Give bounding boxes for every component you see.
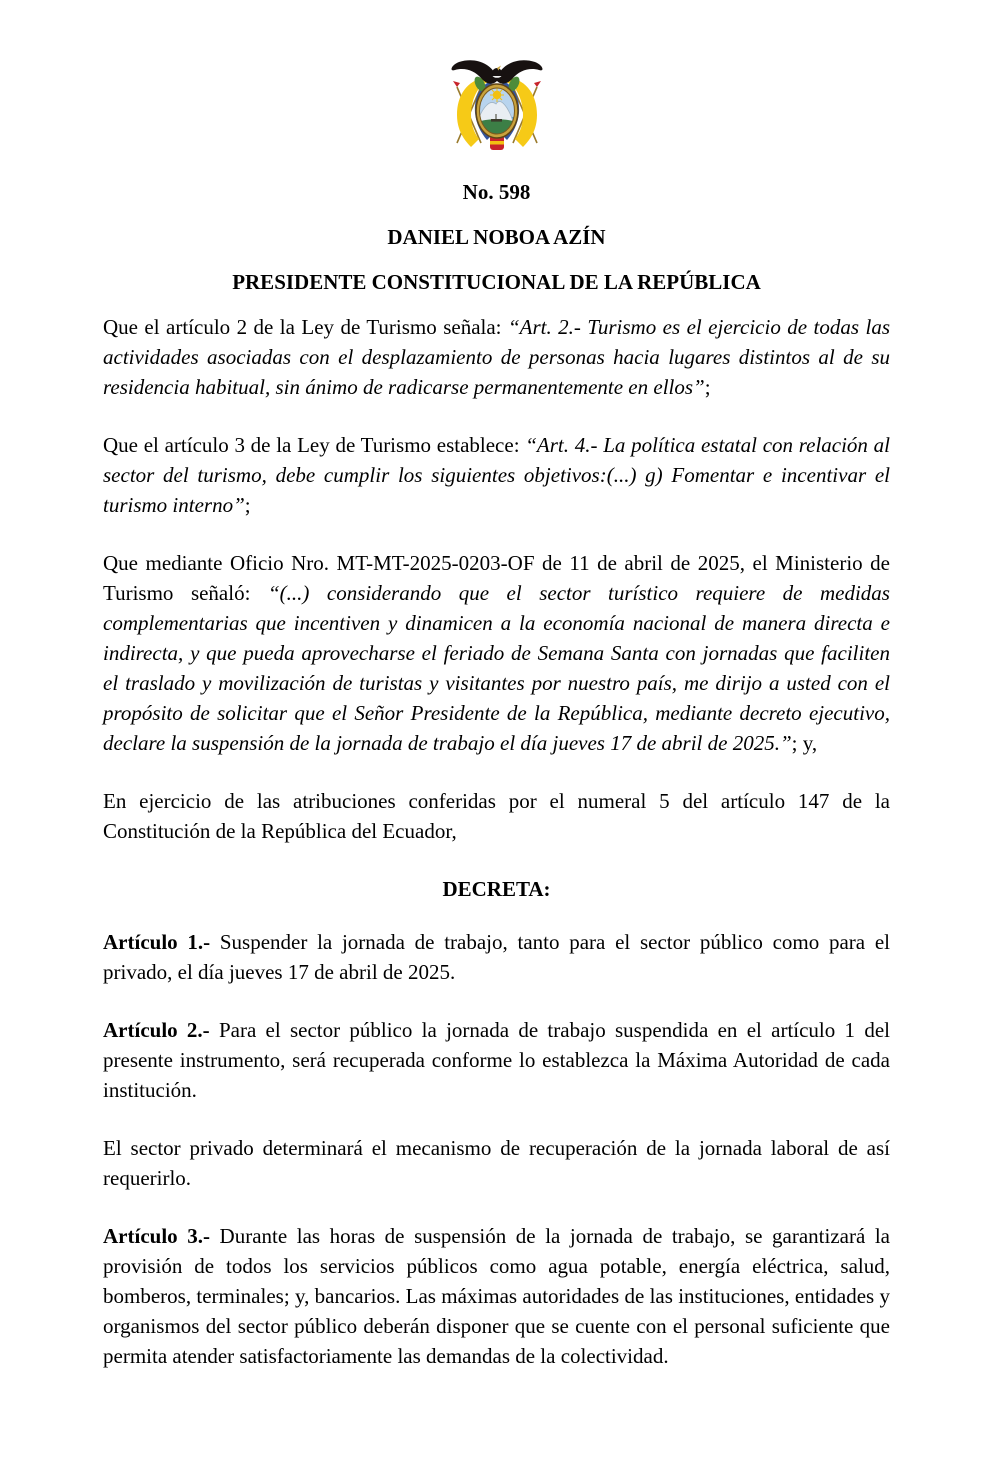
article-3-label: Artículo 3.- (103, 1224, 210, 1248)
article-3-paragraph (103, 1221, 890, 1371)
decree-number: No. 598 (462, 180, 531, 204)
ecuador-coat-of-arms-icon (445, 57, 549, 153)
considerando-2-lead: Que el artículo 3 de la Ley de Turismo establece: (103, 433, 526, 457)
considerando-1-tail: ; (704, 375, 711, 399)
article-2-paragraph (103, 1015, 890, 1105)
empowerment-clause: En ejercicio de las atribuciones conferidas por el numeral 5 del artículo 147 de la Constitución de la República del Ecuador, (103, 789, 890, 843)
article-2-continuation-paragraph (103, 1133, 890, 1193)
decreta-heading: DECRETA: (442, 877, 551, 901)
considerando-3-quote: “(...) considerando que el sector turístico requiere de medidas complementarias que incentiven y dinamicen a la economía nacional de manera directa e indirecta, y que pueda aprovecharse el feriado de Semana Santa con jornadas que faciliten el traslado y movilización de turistas y visitantes por nuestro país, me dirijo a usted con el propósito de solicitar que el Señor Presidente de la República, mediante decreto ejecutivo, declare la suspensión de la jornada de trabajo el día jueves 17 de abril de 2025.” (103, 581, 890, 755)
considerando-3-lead: Que mediante Oficio Nro. MT-MT-2025-0203-OF de 11 de abril de 2025, el Ministerio de Turismo señaló: (103, 551, 890, 605)
president-title: PRESIDENTE CONSTITUCIONAL DE LA REPÚBLICA (232, 270, 761, 294)
article-1-label: Artículo 1.- (103, 930, 211, 954)
article-1-paragraph (103, 927, 890, 987)
considerando-1-lead: Que el artículo 2 de la Ley de Turismo señala: (103, 315, 508, 339)
steamship (491, 119, 502, 122)
considerando-3-tail: ; y, (791, 731, 818, 755)
considerando-paragraph-2 (103, 430, 890, 520)
article-2-continuation-text: El sector privado determinará el mecanismo de recuperación de la jornada laboral de así requerirlo. (103, 1136, 890, 1190)
president-name: DANIEL NOBOA AZÍN (387, 225, 606, 249)
considerando-2-tail: ; (244, 493, 251, 517)
article-1-text: Suspender la jornada de trabajo, tanto para el sector público como para el privado, el día jueves 17 de abril de 2025. (103, 930, 890, 984)
article-3-text: Durante las horas de suspensión de la jornada de trabajo, se garantizará la provisión de todos los servicios públicos como agua potable, energía eléctrica, salud, bomberos, terminales; y, bancarios. Las máximas autoridades de las instituciones, entidades y organismos del sector público deberán disponer que se cuente con el personal suficiente que permita atender satisfactoriamente las demandas de la colectividad. (103, 1224, 890, 1368)
article-2-label: Artículo 2.- (103, 1018, 210, 1042)
considerando-paragraph-1 (103, 312, 890, 402)
considerando-1-quote: “Art. 2.- Turismo es el ejercicio de todas las actividades asociadas con el desplazamiento de personas hacia lugares distintos al de su residencia habitual, sin ánimo de radicarse permanentemente en ellos” (103, 315, 890, 399)
condor (451, 60, 542, 83)
considerando-paragraph-3 (103, 548, 890, 758)
article-2-text: Para el sector público la jornada de trabajo suspendida en el artículo 1 del presente instrumento, será recuperada conforme lo establezca la Máxima Autoridad de cada institución. (103, 1018, 890, 1102)
considerando-2-quote: “Art. 4.- La política estatal con relación al sector del turismo, debe cumplir los siguientes objetivos:(...) g) Fomentar e incentivar el turismo interno” (103, 433, 890, 517)
